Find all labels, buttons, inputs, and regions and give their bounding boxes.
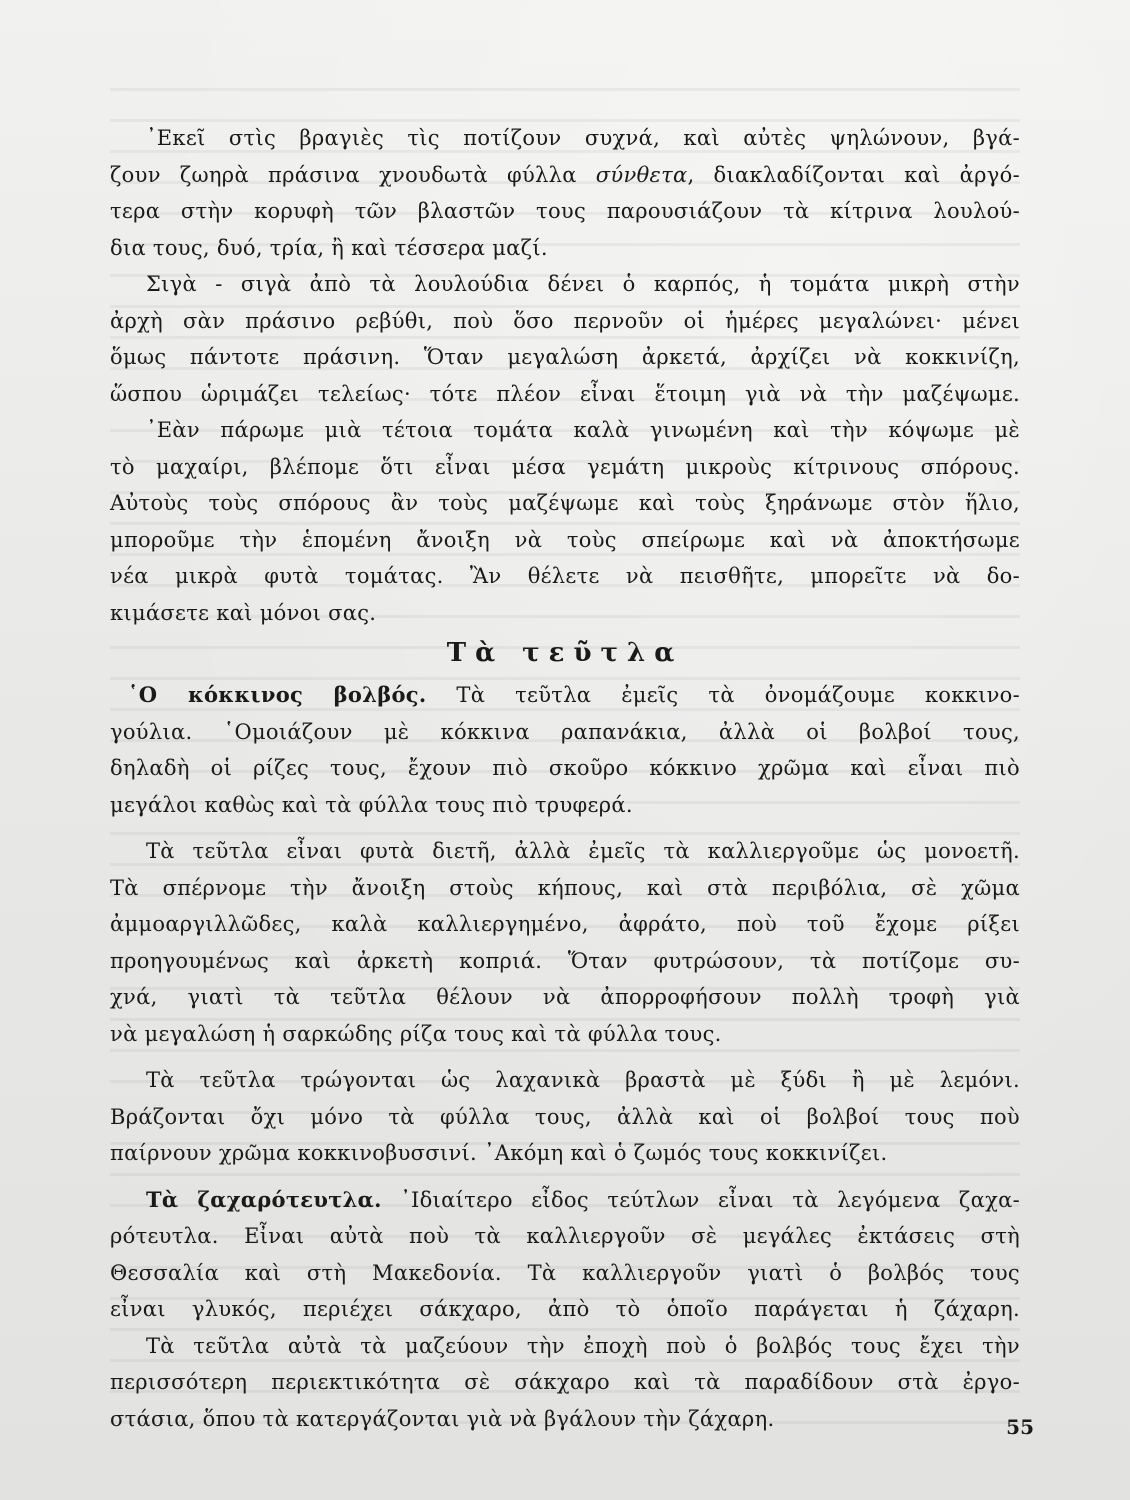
text-line: Βράζονται ὄχι μόνο τὰ φύλλα τους, ἀλλὰ καὶ οἱ βολβοί τους ποὺ bbox=[110, 1104, 1020, 1129]
text-line: τερα στὴν κορυφὴ τῶν βλαστῶν τους παρουσιάζουν τὰ κίτρινα λουλού- bbox=[110, 199, 1020, 223]
text-line: παίρνουν χρῶμα κοκκινοβυσσινί. ᾽Ακόμη καὶ ὁ ζωμός τους κοκκινίζει. bbox=[110, 1141, 888, 1165]
text-line: Τὰ τεῦτλα αὐτὰ τὰ μαζεύουν τὴν ἐποχὴ ποὺ ὁ βολβός τους ἔχει τὴν bbox=[146, 1333, 1020, 1358]
text-line: ζουν ζωηρὰ πράσινα χνουδωτὰ φύλλα σύνθετα, διακλαδίζονται καὶ ἀργό- bbox=[110, 162, 1020, 187]
text-line: ῾Ο κόκκινος βολβός. Τὰ τεῦτλα ἐμεῖς τὰ ὀνομάζουμε κοκκινο- bbox=[128, 682, 1021, 707]
subheading-lead: Τὰ ζαχαρότευτλα. bbox=[146, 1186, 382, 1212]
text-line: στάσια, ὅπου τὰ κατεργάζονται γιὰ νὰ βγάλουν τὴν ζάχαρη. bbox=[110, 1406, 775, 1431]
text-line: μποροῦμε τὴν ἑπομένη ἄνοιξη νὰ τοὺς σπείρωμε καὶ νὰ ἀποκτήσωμε bbox=[110, 527, 1020, 552]
text-line: ὅμως πάντοτε πράσινη. Ὅταν μεγαλώση ἀρκετά, ἀρχίζει νὰ κοκκινίζη, bbox=[110, 345, 1020, 369]
text-line: δια τους, δυό, τρία, ἢ καὶ τέσσερα μαζί. bbox=[110, 235, 548, 260]
text-line: ᾽Εκεῖ στὶς βραγιὲς τὶς ποτίζουν συχνά, καὶ αὐτὲς ψηλώνουν, βγά- bbox=[146, 126, 1020, 150]
text-line: ἀρχὴ σὰν πράσινο ρεβύθι, ποὺ ὅσο περνοῦν οἱ ἡμέρες μεγαλώνει· μένει bbox=[110, 308, 1020, 333]
italic-term: σύνθετα bbox=[595, 162, 688, 187]
text-line: νὰ μεγαλώση ἡ σαρκώδης ρίζα τους καὶ τὰ φύλλα τους. bbox=[110, 1021, 722, 1046]
text-line: ρότευτλα. Εἶναι αὐτὰ ποὺ τὰ καλλιεργοῦν σὲ μεγάλες ἐκτάσεις στὴ bbox=[110, 1224, 1020, 1248]
subheading-lead: ῾Ο κόκκινος βολβός. bbox=[128, 682, 427, 707]
text-line: περισσότερη περιεκτικότητα σὲ σάκχαρο καὶ τὰ παραδίδουν στὰ ἐργο- bbox=[110, 1370, 1020, 1394]
text-line: Τὰ τεῦτλα εἶναι φυτὰ διετῆ, ἀλλὰ ἐμεῖς τὰ καλλιεργοῦμε ὡς μονοετῆ. bbox=[146, 839, 1020, 863]
text-line: Τὰ ζαχαρότευτλα. ᾽Ιδιαίτερο εἶδος τεύτλων εἶναι τὰ λεγόμενα ζαχα- bbox=[146, 1186, 1020, 1212]
text-line: εἶναι γλυκός, περιέχει σάκχαρο, ἀπὸ τὸ ὁποῖο παράγεται ἡ ζάχαρη. bbox=[110, 1297, 1020, 1321]
text-line: τὸ μαχαίρι, βλέπομε ὅτι εἶναι μέσα γεμάτη μικροὺς κίτρινους σπόρους. bbox=[110, 454, 1020, 479]
section-heading: Τὰ τεῦτλα bbox=[446, 638, 684, 668]
text-line: Τὰ σπέρνομε τὴν ἄνοιξη στοὺς κήπους, καὶ στὰ περιβόλια, σὲ χῶμα bbox=[110, 875, 1020, 900]
text-line: γούλια. ῾Ομοιάζουν μὲ κόκκινα ραπανάκια, ἀλλὰ οἱ βολβοί τους, bbox=[110, 719, 1020, 744]
page-number: 55 bbox=[1006, 1415, 1034, 1439]
text-line: χνά, γιατὶ τὰ τεῦτλα θέλουν νὰ ἀπορροφήσουν πολλὴ τροφὴ γιὰ bbox=[110, 985, 1020, 1009]
text-line: κιμάσετε καὶ μόνοι σας. bbox=[110, 600, 377, 625]
text-line: ὥσπου ὡριμάζει τελείως· τότε πλέον εἶναι ἕτοιμη γιὰ νὰ τὴν μαζέψωμε. bbox=[110, 381, 1020, 406]
text-line: Σιγὰ - σιγὰ ἀπὸ τὰ λουλούδια δένει ὁ καρπός, ἡ τομάτα μικρὴ στὴν bbox=[146, 272, 1020, 296]
text-line: Αὐτοὺς τοὺς σπόρους ἂν τοὺς μαζέψωμε καὶ τοὺς ξηράνωμε στὸν ἥλιο, bbox=[110, 491, 1020, 515]
text-line: δηλαδὴ οἱ ρίζες τους, ἔχουν πιὸ σκοῦρο κόκκινο χρῶμα καὶ εἶναι πιὸ bbox=[110, 756, 1020, 780]
text-line: Θεσσαλία καὶ στὴ Μακεδονία. Τὰ καλλιεργοῦν γιατὶ ὁ βολβός τους bbox=[110, 1260, 1020, 1285]
text-line: προηγουμένως καὶ ἀρκετὴ κοπριά. Ὅταν φυτρώσουν, τὰ ποτίζομε συ- bbox=[110, 948, 1020, 973]
text-line: ᾽Εὰν πάρωμε μιὰ τέτοια τομάτα καλὰ γινωμένη καὶ τὴν κόψωμε μὲ bbox=[146, 418, 1020, 442]
text-line: ἀμμοαργιλλῶδες, καλὰ καλλιεργημένο, ἀφράτο, ποὺ τοῦ ἔχομε ρίξει bbox=[110, 912, 1020, 936]
body-text bbox=[110, 120, 1020, 1437]
text-line: νέα μικρὰ φυτὰ τομάτας. Ἂν θέλετε νὰ πεισθῆτε, μπορεῖτε νὰ δο- bbox=[110, 564, 1020, 588]
text-line: Τὰ τεῦτλα τρώγονται ὡς λαχανικὰ βραστὰ μὲ ξύδι ἢ μὲ λεμόνι. bbox=[146, 1068, 1020, 1092]
text-line: μεγάλοι καθὼς καὶ τὰ φύλλα τους πιὸ τρυφερά. bbox=[110, 792, 633, 817]
